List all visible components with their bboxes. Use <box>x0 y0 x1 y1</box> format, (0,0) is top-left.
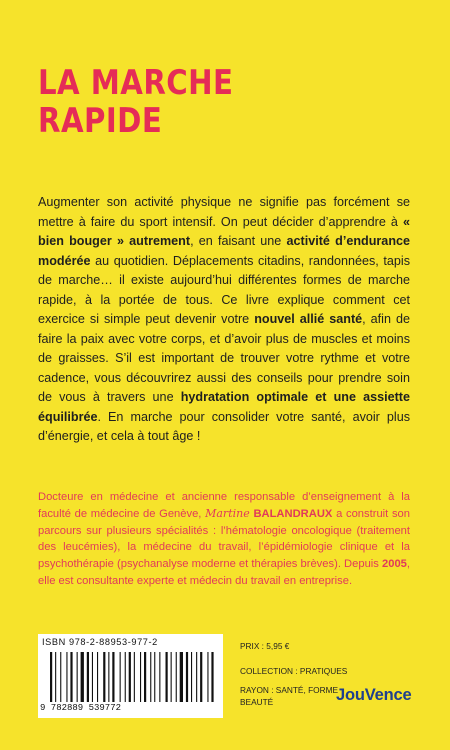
isbn-label: ISBN 978-2-88953-977-2 <box>42 637 158 647</box>
blurb-text: , en faisant une <box>190 234 287 248</box>
rayon-label: RAYON : SANTÉ, FORME BEAUTÉ <box>240 685 339 707</box>
bio-text: Docteure en médecine et ancienne responsable d’enseignement à la faculté de médecine de Genève, <box>38 491 410 520</box>
bio-text: a construit son parcours sur plusieurs spécialités : l’hématologie oncologique (traitement des leucémies), la médecine du travail, l’épidémiologie clinique et la psychothérapie (psychanalyse moderne et thérapies brèves). Depuis <box>38 507 410 571</box>
blurb-highlight: hydratation optimale et une assiette équilibrée <box>38 390 410 424</box>
author-bio <box>38 489 410 590</box>
price-label: PRIX : 5,95 € <box>240 641 290 651</box>
barcode-block <box>38 634 223 718</box>
book-title <box>38 64 233 140</box>
blurb-text: . En marche pour consolider votre santé, avoir plus d’énergie, et cela à tout âge ! <box>38 409 410 443</box>
blurb-text: Augmenter son activité physique ne signifie pas forcément se mettre à faire du sport intensif. On peut décider d’apprendre à <box>38 195 410 229</box>
blurb-text: au quotidien. Déplacements citadins, randonnées, tapis de marche… il existe aujourd’hui différentes formes de marche rapide, à la portée de tous. Ce livre explique comment cet exercice si simple peut devenir votre <box>38 253 410 326</box>
title-line-1: LA MARCHE <box>38 63 234 103</box>
title-line-2: RAPIDE <box>38 101 163 141</box>
blurb-highlight: « bien bouger » autrement <box>38 214 410 248</box>
publisher-logo: JouVence <box>336 686 412 704</box>
blurb-highlight: nouvel allié santé <box>254 312 363 326</box>
blurb-paragraph <box>38 193 410 447</box>
bio-text: , elle est consultante experte et médecin du travail en entreprise. <box>38 558 410 587</box>
author-last-name: BALANDRAUX <box>253 507 333 520</box>
blurb-text: , afin de faire la paix avec votre corps, et d’avoir plus de muscles et moins de graisses. S’il est important de trouver votre rythme et votre cadence, vous découvrirez aussi des conseils pour prendre soin de vous à travers une <box>38 312 410 404</box>
bio-year: 2005 <box>382 558 407 571</box>
collection-label: COLLECTION : PRATIQUES <box>240 666 348 676</box>
ean-digits: 9 782889 539772 <box>40 703 122 713</box>
ean13-barcode-icon <box>50 652 216 702</box>
author-first-name: Martine <box>205 506 250 520</box>
blurb-highlight: activité d’endurance modérée <box>38 234 411 268</box>
